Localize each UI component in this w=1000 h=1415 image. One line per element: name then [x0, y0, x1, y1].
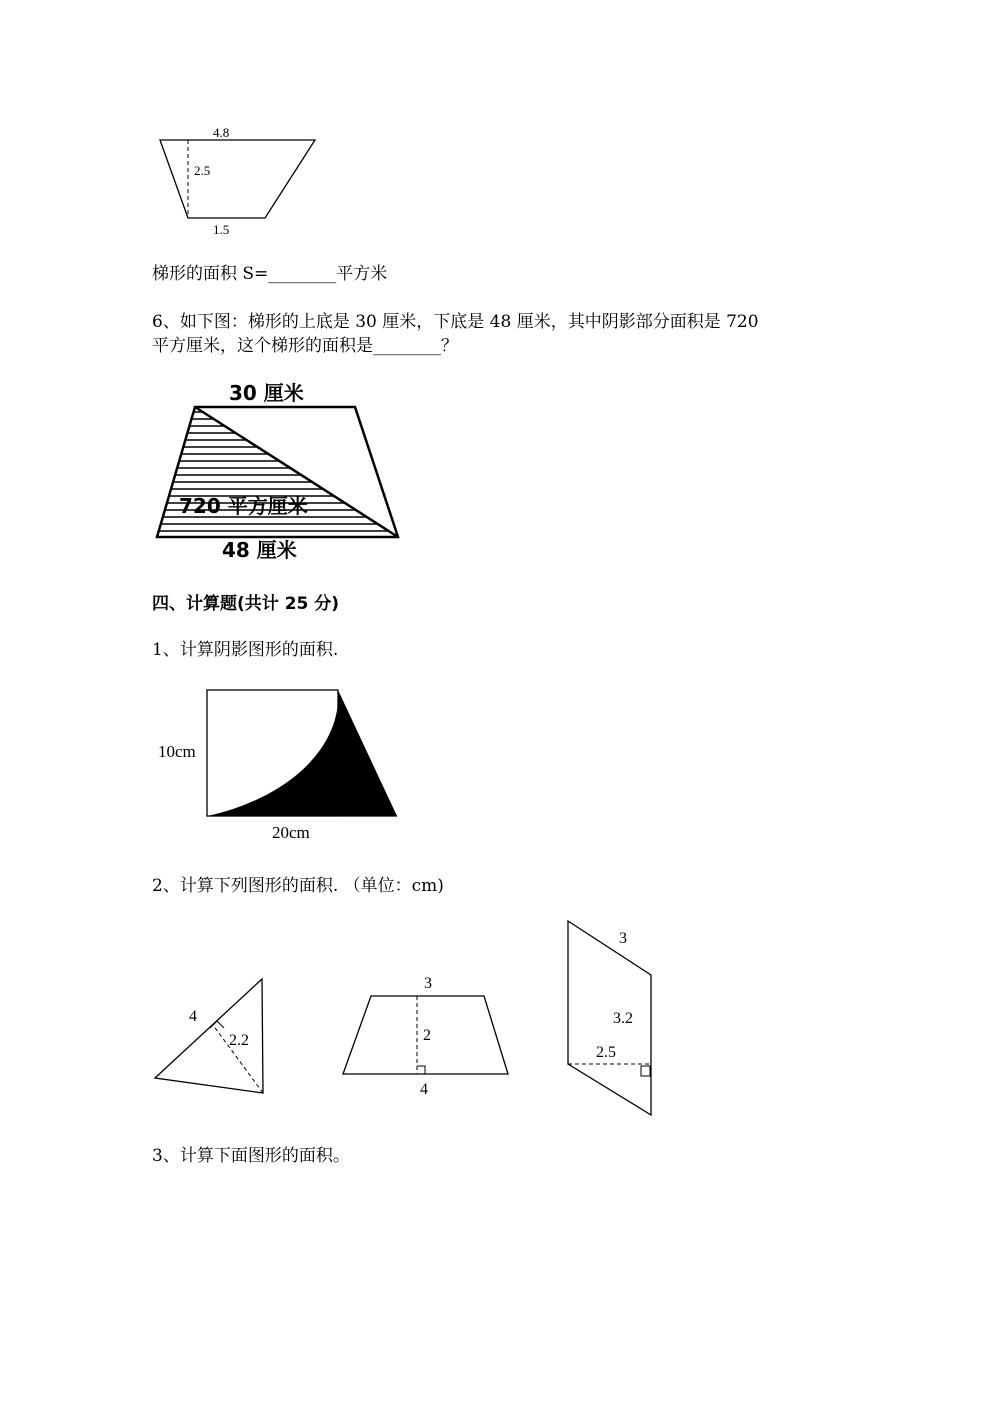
parallelogram-height-label: 3.2	[613, 1010, 633, 1027]
base-length-label: 20cm	[272, 823, 310, 842]
trapezoid-1-top-label: 4.8	[213, 125, 230, 140]
trapezoid-1-height-label: 2.5	[194, 163, 211, 178]
trapezoid-1-outline	[160, 140, 315, 218]
trapezoid-2-top-label: 30 厘米	[229, 381, 304, 405]
trapezoid-figure-1	[160, 125, 315, 237]
parallelogram-side-label: 3	[619, 930, 627, 947]
trapezoid-2-shade-label: 720 平方厘米	[179, 494, 308, 518]
triangle-side-label: 4	[189, 1008, 197, 1025]
trapezoid-figure-2	[150, 381, 400, 562]
shaded-region	[207, 690, 397, 816]
trapezoid-2-bottom-label: 48 厘米	[222, 538, 297, 562]
parallelogram-right-angle	[641, 1066, 650, 1076]
square-side-label: 10cm	[158, 742, 196, 761]
section-4-question-2: 2、计算下列图形的面积. （单位：cm)	[152, 876, 444, 896]
triangle-height-label: 2.2	[229, 1032, 249, 1049]
parallelogram-outline	[568, 921, 651, 1115]
trapezoid-3-bottom-label: 4	[420, 1081, 428, 1098]
trapezoid-area-caption: 梯形的面积 S=________平方米	[152, 264, 388, 284]
parallelogram-figure	[568, 921, 651, 1115]
trapezoid-3-height-label: 2	[423, 1027, 431, 1044]
shaded-area-figure	[158, 690, 397, 842]
question-6-line-1: 6、如下图：梯形的上底是 30 厘米，下底是 48 厘米，其中阴影部分面积是 720	[152, 312, 759, 332]
section-4-question-1: 1、计算阴影图形的面积.	[152, 640, 339, 660]
section-4-title: 四、计算题(共计 25 分)	[152, 594, 340, 614]
question-6-line-2: 平方厘米，这个梯形的面积是________？	[152, 336, 458, 356]
section-4-question-3: 3、计算下面图形的面积。	[152, 1146, 350, 1166]
trapezoid-1-bottom-label: 1.5	[213, 222, 230, 237]
trapezoid-figure-3	[343, 975, 508, 1098]
triangle-figure	[155, 979, 263, 1093]
trapezoid-3-right-angle	[417, 1066, 425, 1074]
trapezoid-3-top-label: 3	[424, 975, 432, 992]
parallelogram-base-label: 2.5	[596, 1044, 616, 1061]
